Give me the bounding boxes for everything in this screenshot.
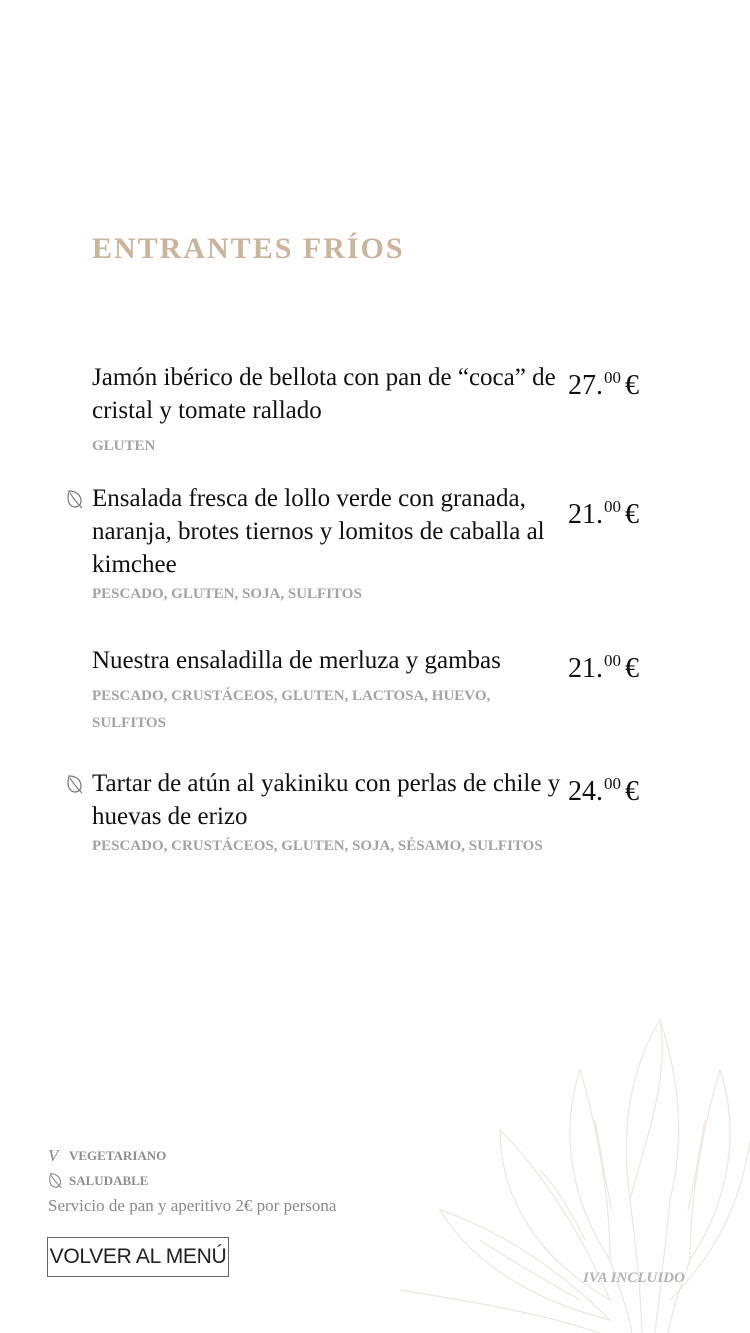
price-cents: 00 xyxy=(604,774,621,793)
legend-healthy xyxy=(48,1168,166,1193)
item-name: Jamón ibérico de bellota con pan de “coca” de cristal y tomate rallado xyxy=(92,364,556,424)
legend xyxy=(48,1143,166,1193)
price-integer: 27. xyxy=(568,370,603,401)
item-name: Nuestra ensaladilla de merluza y gambas xyxy=(92,647,501,674)
price-currency: € xyxy=(625,776,639,807)
item-price xyxy=(568,644,639,685)
price-cents: 00 xyxy=(604,368,621,387)
item-price xyxy=(568,767,639,808)
item-name: Tartar de atún al yakiniku con perlas de chile y huevas de erizo xyxy=(92,770,561,830)
back-to-menu-button[interactable]: VOLVER AL MENÚ xyxy=(47,1237,229,1277)
item-allergens: PESCADO, CRUSTÁCEOS, GLUTEN, LACTOSA, HUEVO, SULFITOS xyxy=(92,688,491,731)
legend-vegetarian-label: VEGETARIANO xyxy=(69,1147,167,1163)
vegetarian-icon: V xyxy=(48,1145,59,1165)
item-allergens: GLUTEN xyxy=(92,438,156,454)
item-name: Ensalada fresca de lollo verde con granada, naranja, brotes tiernos y lomitos de caballa al kimchee xyxy=(92,485,545,578)
item-price xyxy=(568,361,639,402)
menu-item xyxy=(92,482,692,608)
item-price xyxy=(568,490,639,531)
menu-item xyxy=(92,644,692,737)
service-note: Servicio de pan y aperitivo 2€ por persona xyxy=(48,1196,337,1215)
leaf-icon xyxy=(48,1172,69,1189)
price-currency: € xyxy=(625,370,639,401)
flower-illustration xyxy=(380,1010,750,1333)
legend-healthy-label: SALUDABLE xyxy=(69,1172,149,1188)
price-integer: 24. xyxy=(568,776,603,807)
menu-item xyxy=(92,361,692,460)
section-title: ENTRANTES FRÍOS xyxy=(92,232,405,265)
legend-vegetarian xyxy=(48,1143,166,1168)
price-cents: 00 xyxy=(604,497,621,516)
price-cents: 00 xyxy=(604,651,621,670)
price-currency: € xyxy=(625,499,639,530)
price-currency: € xyxy=(625,653,639,684)
price-integer: 21. xyxy=(568,499,603,530)
price-integer: 21. xyxy=(568,653,603,684)
leaf-icon xyxy=(66,774,84,794)
tax-note: IVA INCLUIDO xyxy=(583,1270,685,1286)
item-allergens: PESCADO, CRUSTÁCEOS, GLUTEN, SOJA, SÉSAMO, SULFITOS xyxy=(92,838,543,854)
leaf-icon xyxy=(66,489,84,509)
menu-item xyxy=(92,767,692,860)
item-allergens: PESCADO, GLUTEN, SOJA, SULFITOS xyxy=(92,586,362,602)
